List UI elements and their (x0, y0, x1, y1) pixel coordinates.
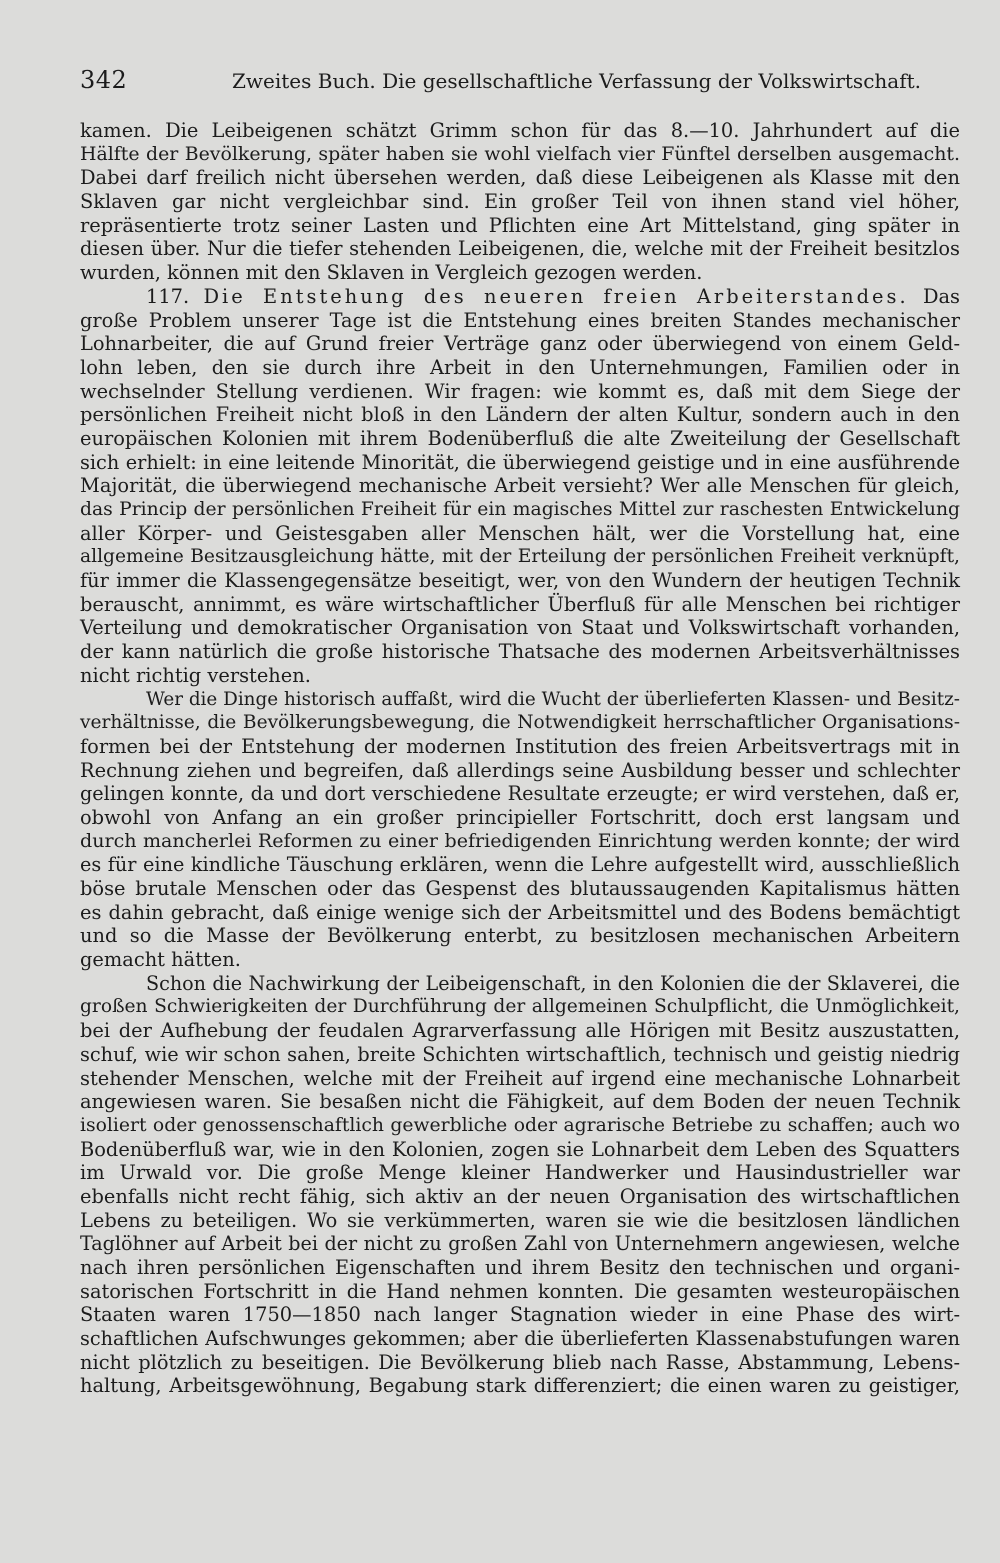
text-line: große Problem unserer Tage ist die Entstehung eines breiten Standes mechanischer (80, 308, 960, 332)
text-line: großen Schwierigkeiten der Durchführung der allgemeinen Schulpflicht, die Unmöglichkeit, (80, 996, 960, 1018)
text-line: angewiesen waren. Sie besaßen nicht die Fähigkeit, auf dem Boden der neuen Technik (80, 1090, 960, 1114)
section-title: Die Entstehung des neueren freien Arbeiterstandes. (203, 284, 909, 308)
text-fragment: Das (922, 284, 961, 308)
text-line: Hälfte der Bevölkerung, später haben sie wohl vielfach vier Fünftel derselben ausgemacht. (80, 142, 960, 165)
text-line: Taglöhner auf Arbeit bei der nicht zu großen Zahl von Unternehmern angewiesen, welche (80, 1232, 960, 1256)
text-line: lohn leben, den sie durch ihre Arbeit in den Unternehmungen, Familien oder in (80, 355, 960, 379)
text-line: bei der Aufhebung der feudalen Agrarverfassung alle Hörigen mit Besitz auszustatten, (80, 1019, 960, 1043)
text-line: allgemeine Besitzausgleichung hätte, mit der Erteilung der persönlichen Freiheit verknüpft, (80, 546, 960, 568)
text-line: Schon die Nachwirkung der Leibeigenschaft, in den Kolonien die der Sklaverei, die (146, 971, 960, 995)
text-line: satorischen Fortschritt in die Hand nehmen konnten. Die gesamten westeuropäischen (80, 1279, 960, 1303)
text-line: Staaten waren 1750—1850 nach langer Stagnation wieder in eine Phase des wirt- (80, 1303, 960, 1327)
text-line: wechselnder Stellung verdienen. Wir fragen: wie kommt es, daß mit dem Siege der (80, 379, 960, 403)
section-number: 117. (146, 284, 190, 308)
text-line: es für eine kindliche Täuschung erklären, wenn die Lehre aufgestellt wird, ausschließlich (80, 853, 960, 877)
text-line: Dabei darf freilich nicht übersehen werden, daß diese Leibeigenen als Klasse mit den (80, 166, 960, 190)
text-line: wurden, können mit den Sklaven in Vergleich gezogen werden. (80, 261, 703, 285)
text-line: Wer die Dinge historisch auffaßt, wird die Wucht der überlieferten Klassen- und Besitz- (146, 688, 960, 710)
running-head (80, 66, 960, 102)
text-line: persönlichen Freiheit nicht bloß in den Ländern der alten Kultur, sondern auch in den (80, 403, 960, 427)
page-number: 342 (80, 66, 128, 94)
text-line: Sklaven gar nicht vergleichbar sind. Ein großer Teil von ihnen stand viel höher, (80, 190, 960, 214)
paragraph (80, 972, 960, 1398)
text-line: Rechnung ziehen und begreifen, daß allerdings seine Ausbildung besser und schlechter (80, 758, 960, 782)
text-line: schuf, wie wir schon sahen, breite Schichten wirtschaftlich, technisch und geistig niedrig (80, 1042, 960, 1066)
text-line: gelingen konnte, da und dort verschiedene Resultate erzeugte; er wird verstehen, daß er, (80, 782, 960, 806)
text-line: Lebens zu beteiligen. Wo sie verkümmerten, waren sie wie die besitzlosen ländlichen (80, 1208, 960, 1232)
text-line: Majorität, die überwiegend mechanische Arbeit versieht? Wer alle Menschen für gleich, (80, 474, 960, 498)
section-117 (80, 285, 960, 688)
text-line: formen bei der Entstehung der modernen Institution des freien Arbeitsvertrags mit in (80, 734, 960, 758)
paragraph-continuation (80, 119, 960, 285)
section-heading-line (80, 285, 960, 309)
text-line: ebenfalls nicht recht fähig, sich aktiv an der neuen Organisation des wirtschaftlichen (80, 1184, 960, 1208)
text-line: und so die Masse der Bevölkerung enterbt, zu besitzlosen mechanischen Arbeitern (80, 924, 960, 948)
text-line: das Princip der persönlichen Freiheit für ein magisches Mittel zur raschesten Entwickelung (80, 499, 960, 520)
body-text (80, 119, 960, 1398)
text-line: berauscht, annimmt, es wäre wirtschaftlicher Überfluß für alle Menschen bei richtiger (80, 592, 960, 616)
text-line: durch mancherlei Reformen zu einer befriedigenden Einrichtung werden konnte; der wird (80, 829, 960, 852)
text-line: schaftlichen Aufschwunges gekommen; aber die überlieferten Klassenabstufungen waren (80, 1327, 960, 1351)
text-line: diesen über. Nur die tiefer stehenden Leibeigenen, die, welche mit der Freiheit besitzlos (80, 237, 960, 261)
text-line: obwohl von Anfang an ein großer principieller Fortschritt, doch erst langsam und (80, 805, 960, 829)
text-line: böse brutale Menschen oder das Gespenst des blutaussaugenden Kapitalismus hätten (80, 877, 960, 900)
text-line: für immer die Klassengegensätze beseitigt, wer, von den Wundern der heutigen Technik (80, 569, 960, 593)
text-line: europäischen Kolonien mit ihrem Bodenüberfluß die alte Zweiteilung der Gesellschaft (80, 426, 960, 450)
text-line: sich erhielt: in eine leitende Minorität, die überwiegend geistige und in eine ausführende (80, 450, 960, 474)
text-line: nicht richtig verstehen. (80, 663, 311, 687)
text-line: im Urwald vor. Die große Menge kleiner Handwerker und Hausindustrieller war (80, 1161, 960, 1185)
text-line: kamen. Die Leibeigenen schätzt Grimm schon für das 8.—10. Jahrhundert auf die (80, 119, 960, 142)
text-line: verhältnisse, die Bevölkerungsbewegung, die Notwendigkeit herrschaftlicher Organisations- (80, 712, 960, 734)
text-line: Bodenüberfluß war, wie in den Kolonien, zogen sie Lohnarbeit dem Leben des Squatters (80, 1137, 960, 1161)
text-line: Lohnarbeiter, die auf Grund freier Verträge ganz oder überwiegend von einem Geld- (80, 332, 960, 356)
text-line: gemacht hätten. (80, 948, 241, 972)
text-line: isoliert oder genossenschaftlich gewerbliche oder agrarische Betriebe zu schaffen; auch wo (80, 1114, 960, 1136)
text-line: nach ihren persönlichen Eigenschaften und ihrem Besitz den technischen und organi- (80, 1256, 960, 1279)
text-line: aller Körper- und Geistesgaben aller Menschen hält, wer die Vorstellung hat, eine (80, 521, 960, 545)
text-line: nicht plötzlich zu beseitigen. Die Bevölkerung blieb nach Rasse, Abstammung, Lebens- (80, 1350, 960, 1374)
text-line: repräsentierte trotz seiner Lasten und Pflichten eine Art Mittelstand, ging später in (80, 213, 960, 237)
text-line: haltung, Arbeitsgewöhnung, Begabung stark differenziert; die einen waren zu geistiger, (80, 1374, 960, 1398)
text-line: der kann natürlich die große historische Thatsache des modernen Arbeitsverhältnisses (80, 640, 960, 664)
running-title: Zweites Buch. Die gesellschaftliche Verfassung der Volkswirtschaft. (232, 69, 921, 93)
text-line: es dahin gebracht, daß einige wenige sich der Arbeitsmittel und des Bodens bemächtigt (80, 900, 960, 924)
text-line: stehender Menschen, welche mit der Freiheit auf irgend eine mechanische Lohnarbeit (80, 1066, 960, 1090)
text-line: Verteilung und demokratischer Organisation von Staat und Volkswirtschaft vorhanden, (80, 616, 960, 640)
paragraph (80, 688, 960, 972)
